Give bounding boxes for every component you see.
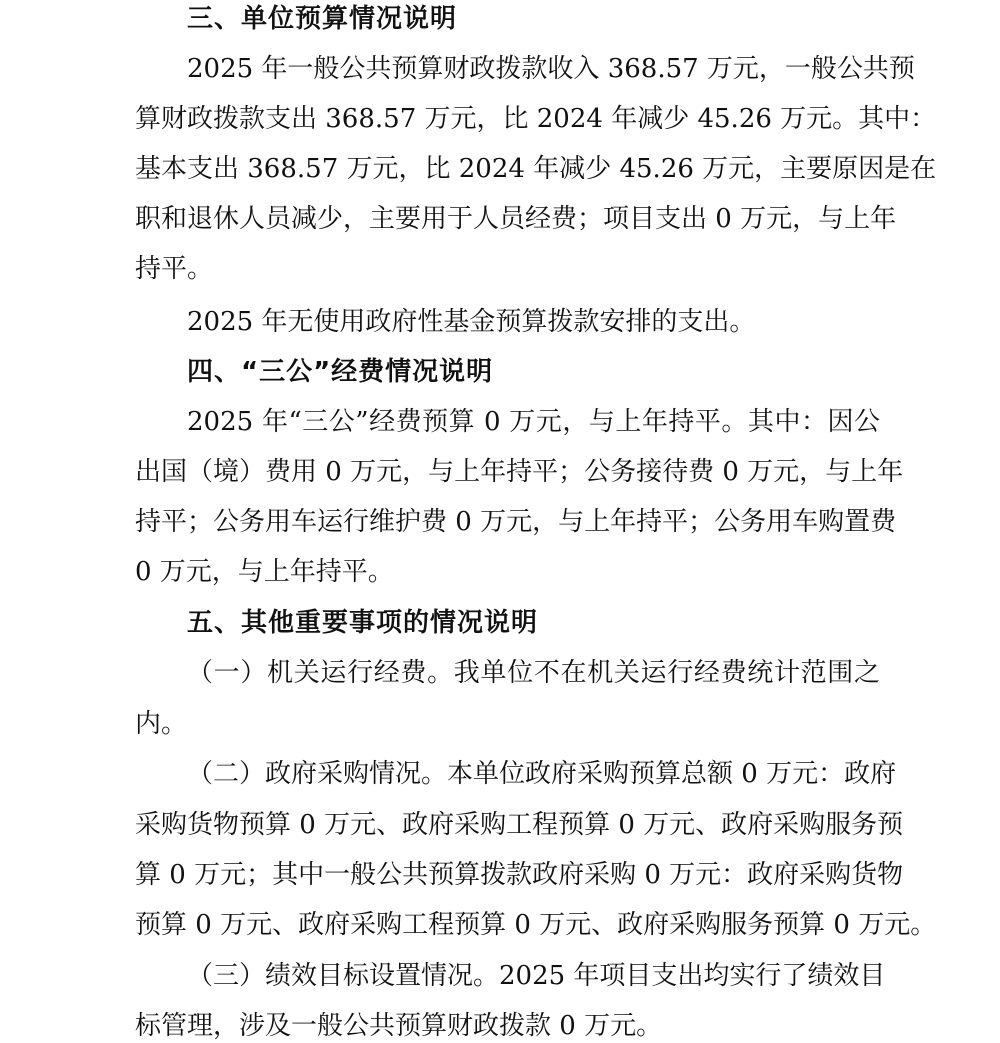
section-heading-4: 四、“三公”经费情况说明 bbox=[187, 357, 494, 387]
paragraph-line: 持平；公务用车运行维护费 0 万元，与上年持平；公务用车购置费 bbox=[135, 507, 897, 537]
section-heading-3: 三、单位预算情况说明 bbox=[187, 4, 458, 34]
paragraph-line: 标管理，涉及一般公共预算财政拨款 0 万元。 bbox=[135, 1011, 663, 1041]
paragraph-line: 2025 年“三公”经费预算 0 万元，与上年持平。其中：因公 bbox=[187, 407, 880, 437]
paragraph-line: 2025 年无使用政府性基金预算拨款安排的支出。 bbox=[187, 307, 756, 337]
paragraph-line: （一）机关运行经费。我单位不在机关运行经费统计范围之 bbox=[187, 658, 880, 688]
paragraph-line: 持平。 bbox=[135, 254, 214, 284]
paragraph-line: 预算 0 万元、政府采购工程预算 0 万元、政府采购服务预算 0 万元。 bbox=[135, 910, 937, 940]
paragraph-line: 基本支出 368.57 万元，比 2024 年减少 45.26 万元，主要原因是在 bbox=[135, 154, 937, 184]
paragraph-line: 采购货物预算 0 万元、政府采购工程预算 0 万元、政府采购服务预 bbox=[135, 810, 904, 840]
paragraph-line: （三）绩效目标设置情况。2025 年项目支出均实行了绩效目 bbox=[187, 961, 886, 991]
paragraph-line: 职和退休人员减少，主要用于人员经费；项目支出 0 万元，与上年 bbox=[135, 204, 897, 234]
paragraph-line: 算财政拨款支出 368.57 万元，比 2024 年减少 45.26 万元。其中： bbox=[135, 104, 937, 134]
paragraph-line: 出国（境）费用 0 万元，与上年持平；公务接待费 0 万元，与上年 bbox=[135, 457, 904, 487]
section-heading-5: 五、其他重要事项的情况说明 bbox=[187, 608, 539, 638]
paragraph-line: 内。 bbox=[135, 709, 188, 739]
paragraph-line: 2025 年一般公共预算财政拨款收入 368.57 万元，一般公共预 bbox=[187, 54, 915, 84]
paragraph-line: （二）政府采购情况。本单位政府采购预算总额 0 万元：政府 bbox=[187, 759, 897, 789]
paragraph-line: 0 万元，与上年持平。 bbox=[135, 557, 394, 587]
paragraph-line: 算 0 万元；其中一般公共预算拨款政府采购 0 万元：政府采购货物 bbox=[135, 860, 904, 890]
